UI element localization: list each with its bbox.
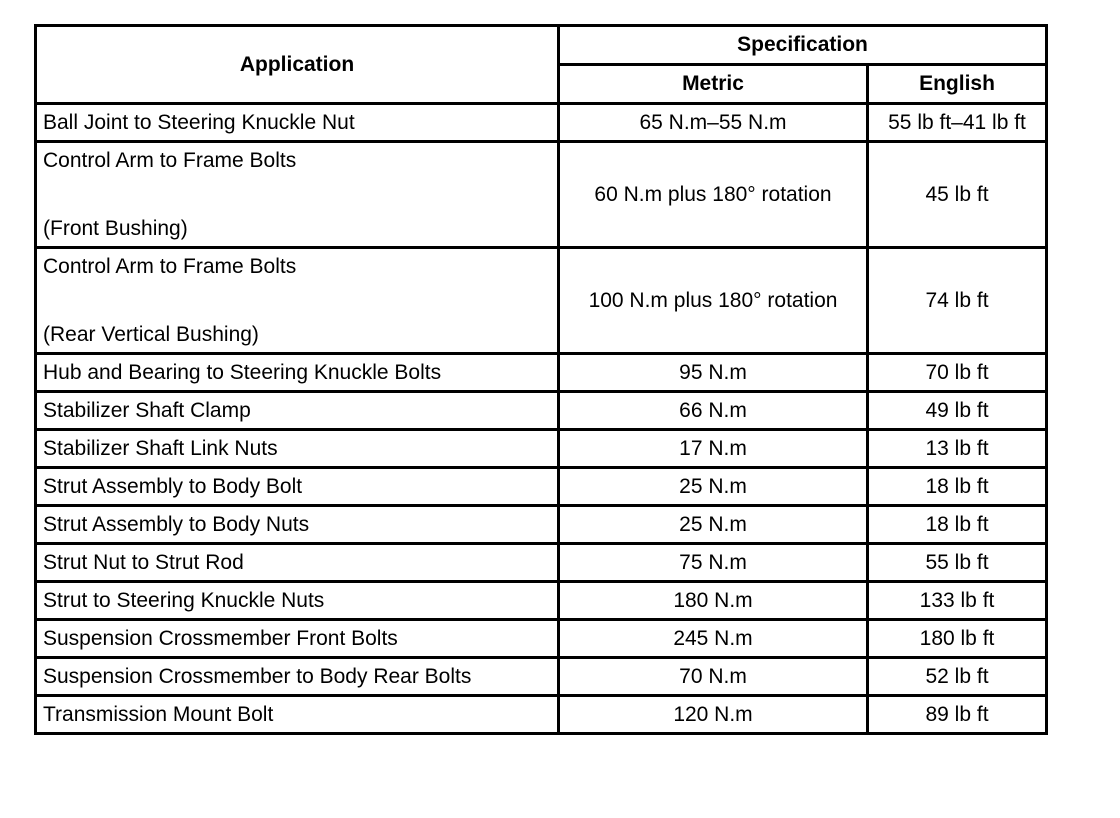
application-cell: Strut to Steering Knuckle Nuts <box>36 582 559 620</box>
english-cell: 18 lb ft <box>868 468 1047 506</box>
english-cell: 55 lb ft <box>868 544 1047 582</box>
metric-cell: 180 N.m <box>559 582 868 620</box>
table-row <box>36 248 1047 354</box>
metric-cell: 17 N.m <box>559 430 868 468</box>
application-cell: Stabilizer Shaft Clamp <box>36 392 559 430</box>
application-cell: Hub and Bearing to Steering Knuckle Bolts <box>36 354 559 392</box>
table-row <box>36 544 1047 582</box>
metric-cell: 66 N.m <box>559 392 868 430</box>
torque-spec-table <box>34 24 1048 735</box>
application-cell: Strut Assembly to Body Bolt <box>36 468 559 506</box>
application-cell: Strut Nut to Strut Rod <box>36 544 559 582</box>
application-cell: Strut Assembly to Body Nuts <box>36 506 559 544</box>
english-cell: 133 lb ft <box>868 582 1047 620</box>
english-cell: 70 lb ft <box>868 354 1047 392</box>
table-row <box>36 506 1047 544</box>
table-row <box>36 620 1047 658</box>
metric-cell: 25 N.m <box>559 506 868 544</box>
header-specification: Specification <box>559 26 1047 65</box>
application-note: (Rear Vertical Bushing) <box>43 322 259 346</box>
metric-cell: 25 N.m <box>559 468 868 506</box>
metric-cell: 95 N.m <box>559 354 868 392</box>
english-cell: 180 lb ft <box>868 620 1047 658</box>
table-row <box>36 392 1047 430</box>
table-row <box>36 354 1047 392</box>
application-text: Control Arm to Frame Bolts <box>43 254 297 278</box>
metric-cell: 100 N.m plus 180° rotation <box>559 248 868 354</box>
metric-cell: 70 N.m <box>559 658 868 696</box>
header-english: English <box>868 65 1047 104</box>
application-cell <box>36 248 559 354</box>
application-note: (Front Bushing) <box>43 216 188 240</box>
application-cell: Suspension Crossmember Front Bolts <box>36 620 559 658</box>
metric-cell: 245 N.m <box>559 620 868 658</box>
metric-cell: 60 N.m plus 180° rotation <box>559 142 868 248</box>
table-row <box>36 658 1047 696</box>
header-application: Application <box>36 26 559 104</box>
table-row <box>36 468 1047 506</box>
application-cell <box>36 142 559 248</box>
application-cell: Suspension Crossmember to Body Rear Bolts <box>36 658 559 696</box>
table-row <box>36 104 1047 142</box>
english-cell: 18 lb ft <box>868 506 1047 544</box>
application-cell: Transmission Mount Bolt <box>36 696 559 734</box>
table-row <box>36 142 1047 248</box>
metric-cell: 75 N.m <box>559 544 868 582</box>
application-cell: Stabilizer Shaft Link Nuts <box>36 430 559 468</box>
english-cell: 52 lb ft <box>868 658 1047 696</box>
metric-cell: 120 N.m <box>559 696 868 734</box>
metric-cell: 65 N.m–55 N.m <box>559 104 868 142</box>
english-cell: 55 lb ft–41 lb ft <box>868 104 1047 142</box>
table-row <box>36 582 1047 620</box>
table-row <box>36 430 1047 468</box>
english-cell: 89 lb ft <box>868 696 1047 734</box>
english-cell: 45 lb ft <box>868 142 1047 248</box>
application-cell: Ball Joint to Steering Knuckle Nut <box>36 104 559 142</box>
english-cell: 13 lb ft <box>868 430 1047 468</box>
english-cell: 49 lb ft <box>868 392 1047 430</box>
application-text: Control Arm to Frame Bolts <box>43 148 297 172</box>
table-row <box>36 696 1047 734</box>
header-metric: Metric <box>559 65 868 104</box>
english-cell: 74 lb ft <box>868 248 1047 354</box>
